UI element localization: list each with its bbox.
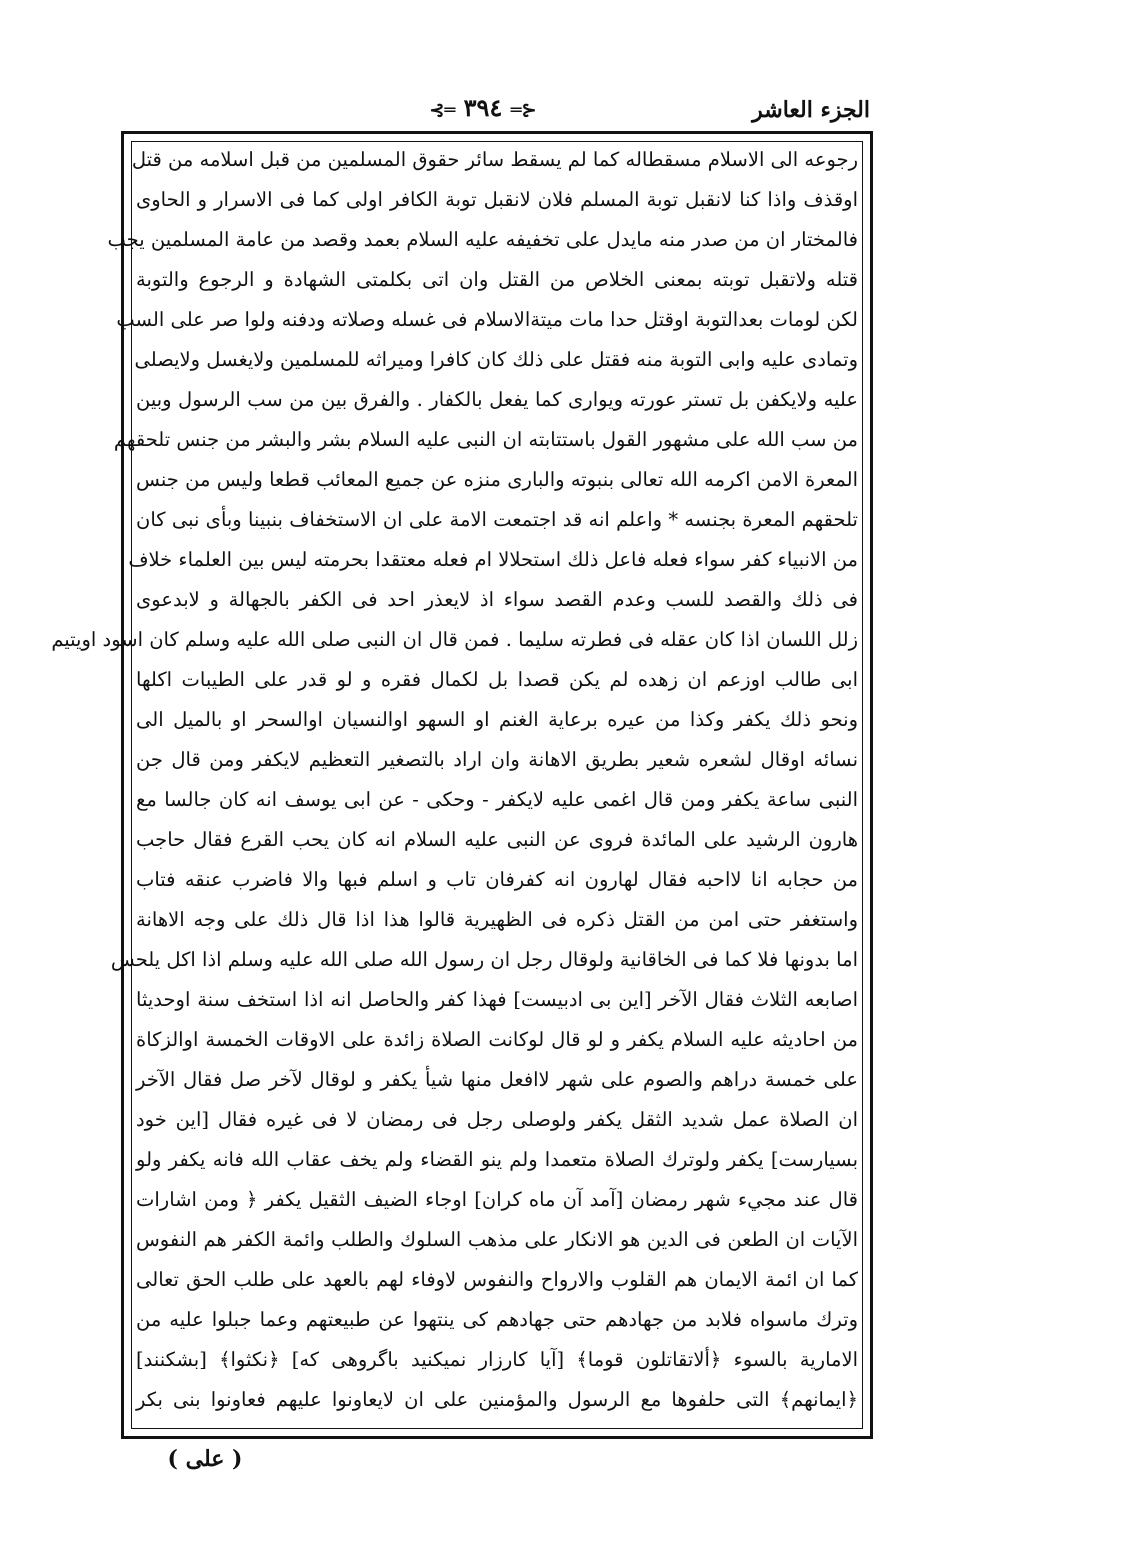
text-line: وترك ماسواه فلابد من جهادهم حتى جهادهم كى ينتهوا عن طبيعتهم وعما جبلوا عليه من bbox=[136, 1308, 858, 1331]
text-line: المعرة الامن اكرمه الله تعالى بنبوته والبارى منزه عن جميع المعائب قطعا وليس من جنس bbox=[136, 468, 858, 491]
text-line: على خمسة دراهم والصوم على شهر لاافعل منها شيأ يكفر و لوقال لآخر صل فقال الآخر bbox=[136, 1068, 858, 1091]
text-line: لكن لومات بعدالتوبة اوقتل حدا مات ميتةالاسلام فى غسله وصلاته ودفنه ولوا صر على السب bbox=[116, 308, 858, 331]
text-line: فالمختار ان من صدر منه مايدل على تخفيفه عليه السلام بعمد وقصد من عامة المسلمين يجب bbox=[107, 228, 858, 251]
ornament-right-icon: ═⊱ bbox=[429, 100, 456, 121]
text-line: زلل اللسان اذا كان عقله فى فطرته سليما . فمن قال ان النبى صلى الله عليه وسلم كان اسود اويتيم bbox=[51, 628, 858, 651]
text-line: فى ذلك والقصد للسب وعدم القصد سواء اذ لايعذر احد فى الكفر بالجهالة و لابدعوى bbox=[136, 588, 858, 611]
page-number: ٣٩٤ bbox=[463, 93, 503, 122]
text-line: تلحقهم المعرة بجنسه * واعلم انه قد اجتمعت الامة على ان الاستخفاف بنبينا وبأى نبى كان bbox=[136, 508, 858, 531]
catchword: ( على ) bbox=[167, 1446, 243, 1472]
text-line: ان الصلاة عمل شديد الثقل يكفر ولوصلى رجل فى رمضان لا فى غيره فقال [اين خود bbox=[136, 1108, 858, 1131]
text-line: النبى ساعة يكفر ومن قال اغمى عليه لايكفر - وحكى - عن ابى يوسف انه كان جالسا مع bbox=[136, 788, 858, 811]
text-line: نسائه اوقال لشعره شعير بطريق الاهانة وان اراد بالتصغير التعظيم لايكفر ومن قال جن bbox=[136, 748, 858, 771]
page-header bbox=[0, 93, 1132, 131]
text-line: ونحو ذلك يكفر وكذا من عيره برعاية الغنم او السهو اوالنسيان اوالسحر او بالميل الى bbox=[136, 708, 858, 731]
text-line: رجوعه الى الاسلام مسقطاله كما لم يسقط سائر حقوق المسلمين من قبل اسلامه من قتل bbox=[131, 148, 858, 171]
text-line: اوقذف واذا كنا لانقبل توبة المسلم فلان لانقبل توبة الكافر اولى كما فى الاسرار و الحاوى bbox=[136, 188, 858, 211]
volume-title: الجزء العاشر bbox=[752, 97, 870, 123]
page-number-block bbox=[428, 93, 538, 122]
text-line: ﴿ايمانهم﴾ التى حلفوها مع الرسول والمؤمنين على ان لايعاونوا عليهم فعاونوا بنى بكر bbox=[136, 1388, 858, 1411]
text-line: اما بدونها فلا كما فى الخاقانية ولوقال رجل ان رسول الله صلى الله عليه وسلم اذا اكل يلحس bbox=[110, 948, 858, 971]
text-line: هارون الرشيد على المائدة فروى عن النبى عليه السلام انه كان يحب القرع فقال حاجب bbox=[136, 828, 858, 851]
text-line: قال عند مجيء شهر رمضان [آمد آن ماه كران] اوجاء الضيف الثقيل يكفر ﴿ ومن اشارات bbox=[136, 1188, 858, 1211]
text-line: من سب الله على مشهور القول باستتابته ان النبى عليه السلام بشر والبشر من جنس تلحقهم bbox=[113, 428, 858, 451]
text-line: بسيارست] يكفر ولوترك الصلاة متعمدا ولم ينو القضاء ولم يخف عقاب الله فانه يكفر ولو bbox=[136, 1148, 858, 1171]
ornament-left-icon: ⊰═ bbox=[510, 100, 537, 121]
text-line: من الانبياء كفر سواء فعله فاعل ذلك استحلالا ام فعله معتقدا بحرمته ليس بين العلماء خلاف bbox=[128, 548, 858, 571]
text-line: ابى طالب اوزعم ان زهده لم يكن قصدا بل لكمال فقره و لو قدر على الطيبات اكلها bbox=[136, 668, 858, 691]
text-line: من حجابه انا لااحبه فقال لهارون انه كفرفان تاب و اسلم فبها والا فاضرب عنقه فتاب bbox=[136, 868, 858, 891]
text-line: اصابعه الثلاث فقال الآخر [اين بى ادبيست] فهذا كفر والحاصل انه اذا استخف سنة اوحديثا bbox=[136, 988, 858, 1011]
text-line: كما ان ائمة الايمان هم القلوب والارواح والنفوس لاوفاء لهم بالعهد على طلب الحق تعالى bbox=[136, 1268, 858, 1291]
text-line: عليه ولايكفن بل تستر عورته ويوارى كما يفعل بالكفار . والفرق بين من سب الرسول وبين bbox=[136, 388, 858, 411]
text-line: وتمادى عليه وابى التوبة منه فقتل على ذلك كان كافرا وميراثه للمسلمين ولايغسل ولايصلى bbox=[134, 348, 858, 371]
body-text bbox=[51, 140, 862, 1430]
text-line: من احاديثه عليه السلام يكفر و لو قال لوكانت الصلاة زائدة على الاوقات الخمسة اوالزكاة bbox=[136, 1028, 858, 1051]
text-line: الامارية بالسوء ﴿ألاتقاتلون قوما﴾ [آيا كارزار نميكنيد باگروهى كه] ﴿نكثوا﴾ [بشكنند] bbox=[136, 1348, 858, 1371]
text-line: واستغفر حتى امن من القتل ذكره فى الظهيرية قالوا هذا اذا قال ذلك على وجه الاهانة bbox=[136, 908, 858, 931]
text-line: الآيات ان الطعن فى الدين هو الانكار على مذهب السلوك والطلب وائمة الكفر هم النفوس bbox=[136, 1228, 858, 1251]
text-line: قتله ولاتقبل توبته بمعنى الخلاص من القتل وان اتى بكلمتى الشهادة و الرجوع والتوبة bbox=[136, 268, 858, 291]
